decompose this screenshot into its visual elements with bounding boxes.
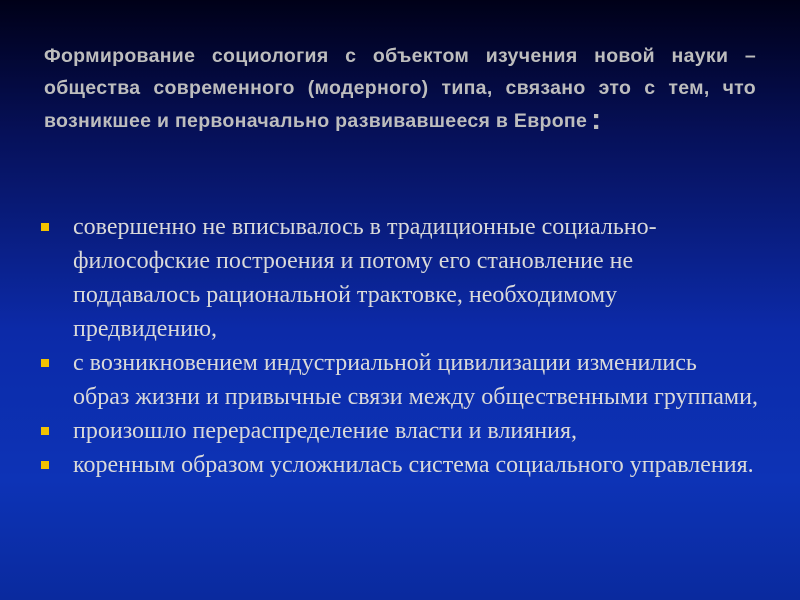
bullet-text: с возникновением индустриальной цивилизации изменились образ жизни и привычные связи между общественными группами, [73, 350, 758, 410]
square-bullet-icon [41, 461, 49, 469]
bullet-item [38, 210, 758, 346]
slide-heading-text: Формирование социология с объектом изучения новой науки – общества современного (модерного) типа, связано это с тем, что возникшее и первоначально развивавшееся в Европе [44, 45, 756, 132]
bullet-text: совершенно не вписывалось в традиционные социально-философские построения и потому его становление не поддавалось рациональной трактовке, необходимому предвидению, [73, 214, 657, 342]
bullet-item [38, 448, 758, 482]
square-bullet-icon [41, 359, 49, 367]
square-bullet-icon [41, 223, 49, 231]
bullet-item [38, 346, 758, 414]
heading-colon: : [591, 103, 602, 136]
bullet-text: произошло перераспределение власти и влияния, [73, 418, 578, 444]
slide-heading [44, 40, 756, 137]
bullet-item [38, 414, 758, 448]
square-bullet-icon [41, 427, 49, 435]
bullet-text: коренным образом усложнилась система социального управления. [73, 452, 754, 478]
bullet-list [38, 210, 758, 482]
